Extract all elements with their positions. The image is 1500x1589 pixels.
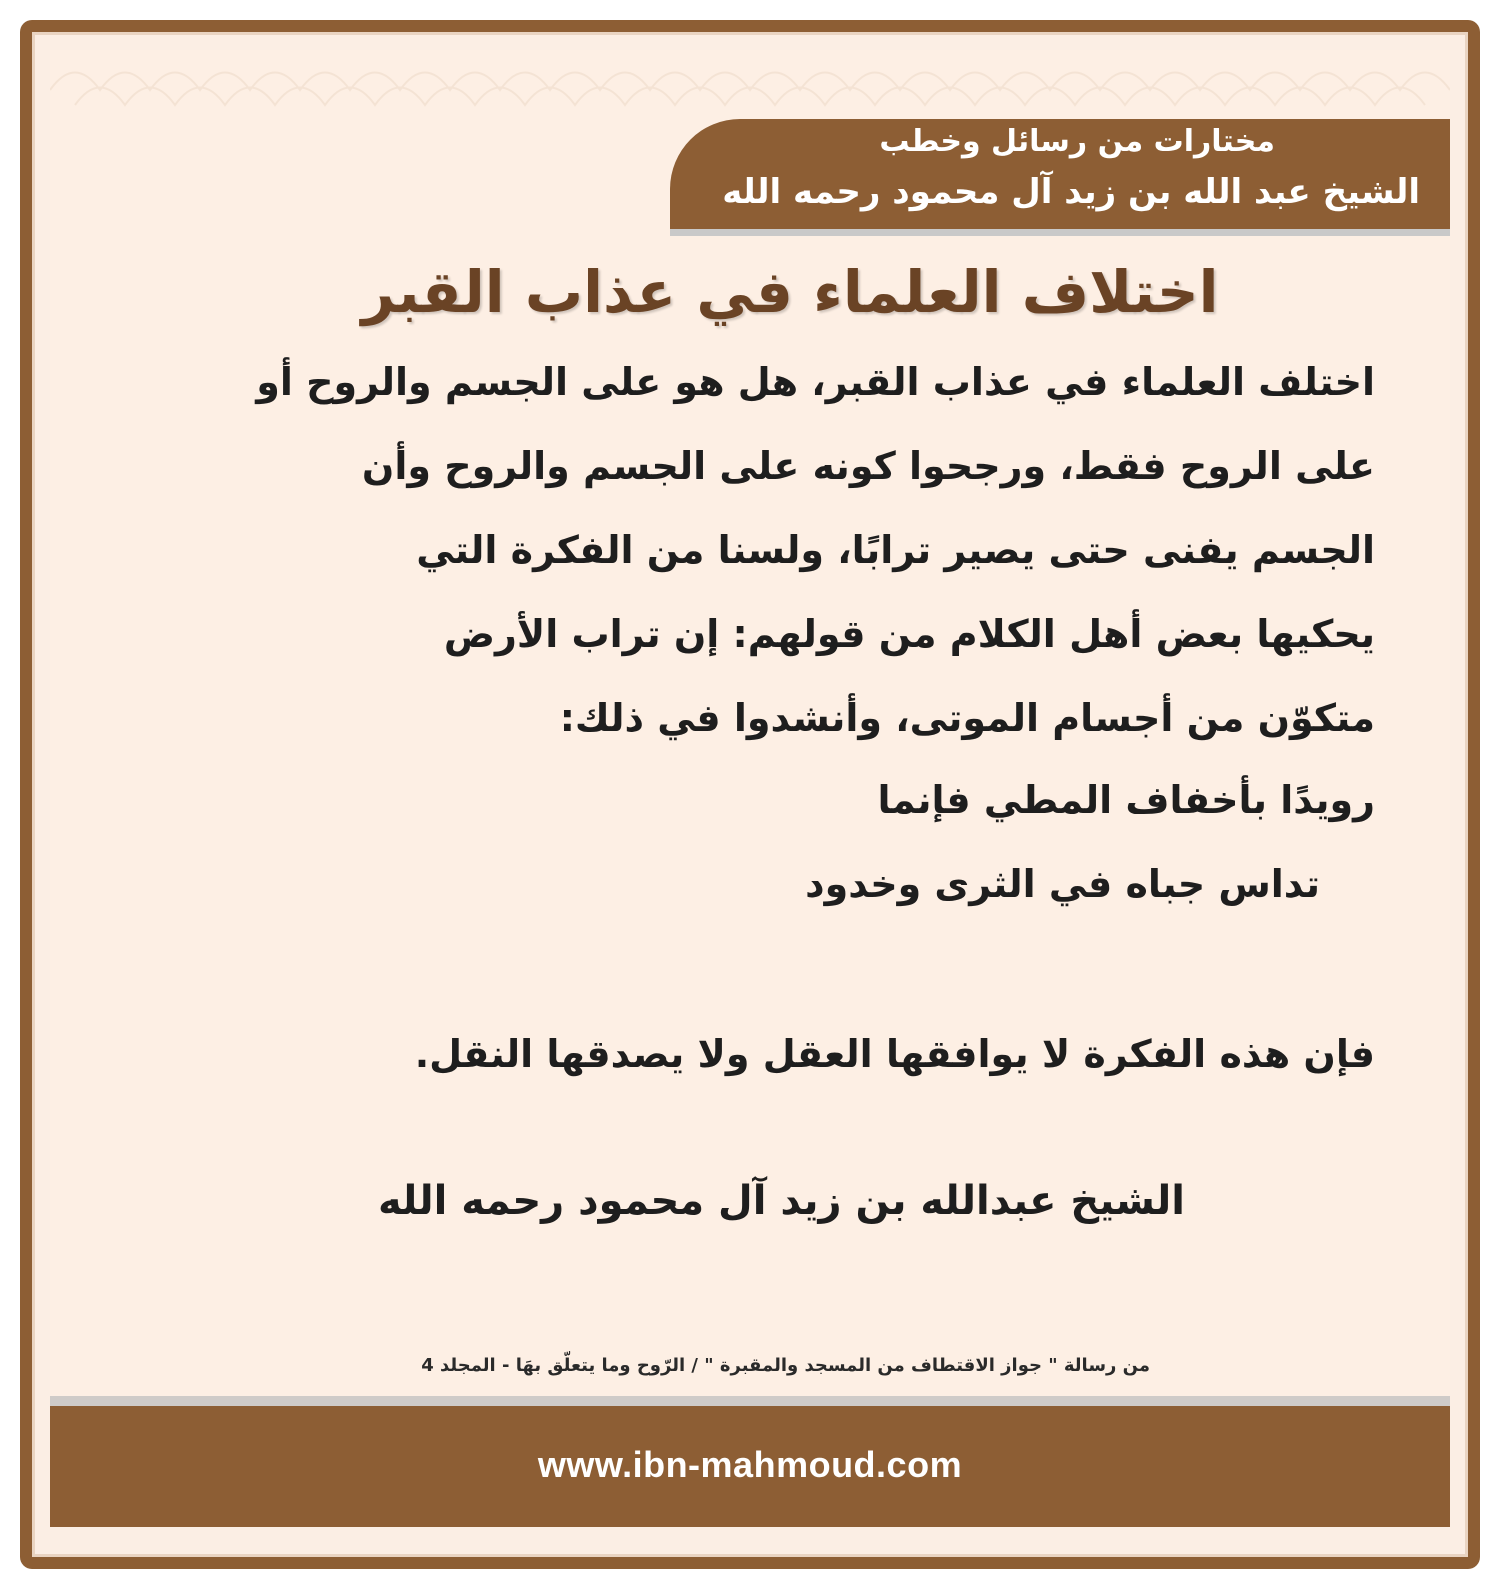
footer-divider [50,1396,1450,1406]
body-line-2: على الروح فقط، ورجحوا كونه على الجسم والروح وأن [361,444,1375,488]
body-line-1: اختلف العلماء في عذاب القبر، هل هو على الجسم والروح أو [256,360,1375,404]
poem-line-1: رويدًا بأخفاف المطي فإنما [877,778,1375,822]
body-line-4: يحكيها بعض أهل الكلام من قولهم: إن تراب الأرض [443,612,1375,656]
header-author: الشيخ عبد الله بن زيد آل محمود رحمه الله [722,172,1420,212]
body-conclusion: فإن هذه الفكرة لا يوافقها العقل ولا يصدقها النقل. [414,1032,1375,1076]
ornament-pattern [50,50,1450,110]
source-citation: من رسالة " جواز الاقتطاف من المسجد والمقبرة " / الرّوح وما يتعلّق بهَا - المجلد 4 [421,1355,1150,1376]
footer-bar [50,1406,1450,1527]
poem-line-2: تداس جباه في الثرى وخدود [805,862,1320,906]
page-title: اختلاف العلماء في عذاب القبر [361,258,1219,326]
website-link[interactable]: www.ibn-mahmoud.com [537,1444,963,1485]
signature: الشيخ عبدالله بن زيد آل محمود رحمه الله [378,1178,1185,1224]
body-line-5: متكوّن من أجسام الموتى، وأنشدوا في ذلك: [559,696,1375,740]
header-series-title: مختارات من رسائل وخطب [879,124,1275,159]
body-line-3: الجسم يفنى حتى يصير ترابًا، ولسنا من الفكرة التي [416,528,1375,572]
paper-panel [50,50,1450,1426]
card-frame [20,20,1480,1569]
